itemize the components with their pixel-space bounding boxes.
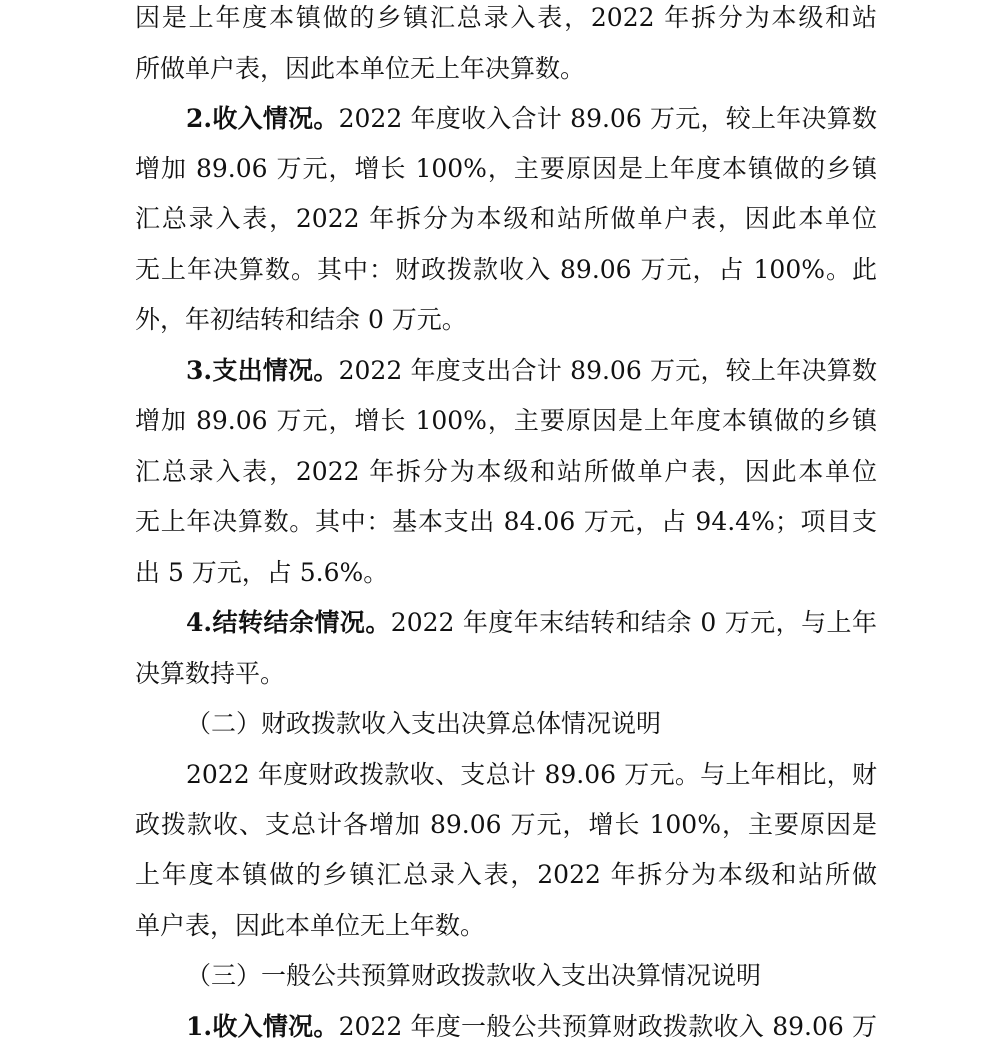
expense-paragraph-first-line — [186, 346, 877, 396]
text-segment: 2022 年度支出合计 89.06 万元，较上年决算数 — [338, 356, 877, 385]
text-line: 增加 89.06 万元，增长 100%，主要原因是上年度本镇做的乡镇 — [135, 154, 877, 183]
income-paragraph-first-line — [186, 94, 877, 144]
text-line: 政拨款收、支总计各增加 89.06 万元，增长 100%，主要原因是 — [135, 810, 877, 839]
balance-heading: 4.结转结余情况。 — [186, 608, 391, 637]
text-line: 无上年决算数。其中：财政拨款收入 89.06 万元，占 100%。此 — [135, 255, 877, 284]
expense-heading: 3.支出情况。 — [186, 356, 339, 385]
text-line: 单户表，因此本单位无上年数。 — [135, 911, 486, 940]
text-line: 出 5 万元，占 5.6%。 — [135, 558, 389, 587]
text-segment: 2022 年度收入合计 89.06 万元，较上年决算数 — [338, 104, 877, 133]
text-line: 所做单户表，因此本单位无上年决算数。 — [135, 54, 586, 83]
section3-income-heading: 1.收入情况。 — [186, 1012, 339, 1041]
text-segment: 2022 年度一般公共预算财政拨款收入 89.06 万 — [338, 1012, 877, 1041]
section3-income-first-line — [186, 1002, 877, 1052]
text-line: 外，年初结转和结余 0 万元。 — [135, 305, 467, 334]
text-segment: 2022 年度年末结转和结余 0 万元，与上年 — [390, 608, 877, 637]
section-title-2: （二）财政拨款收入支出决算总体情况说明 — [186, 709, 662, 738]
text-line: 无上年决算数。其中：基本支出 84.06 万元，占 94.4%；项目支 — [135, 507, 877, 536]
text-line: 汇总录入表，2022 年拆分为本级和站所做单户表，因此本单位 — [135, 204, 877, 233]
balance-paragraph-first-line — [186, 598, 877, 648]
text-line: 2022 年度财政拨款收、支总计 89.06 万元。与上年相比，财 — [186, 760, 877, 789]
income-heading: 2.收入情况。 — [186, 104, 339, 133]
text-line: 增加 89.06 万元，增长 100%，主要原因是上年度本镇做的乡镇 — [135, 406, 877, 435]
text-line: 汇总录入表，2022 年拆分为本级和站所做单户表，因此本单位 — [135, 457, 877, 486]
text-line: 决算数持平。 — [135, 659, 286, 688]
section-title-3: （三）一般公共预算财政拨款收入支出决算情况说明 — [186, 961, 762, 990]
text-line: 上年度本镇做的乡镇汇总录入表，2022 年拆分为本级和站所做 — [135, 860, 877, 889]
text-line: 因是上年度本镇做的乡镇汇总录入表，2022 年拆分为本级和站 — [135, 3, 877, 32]
